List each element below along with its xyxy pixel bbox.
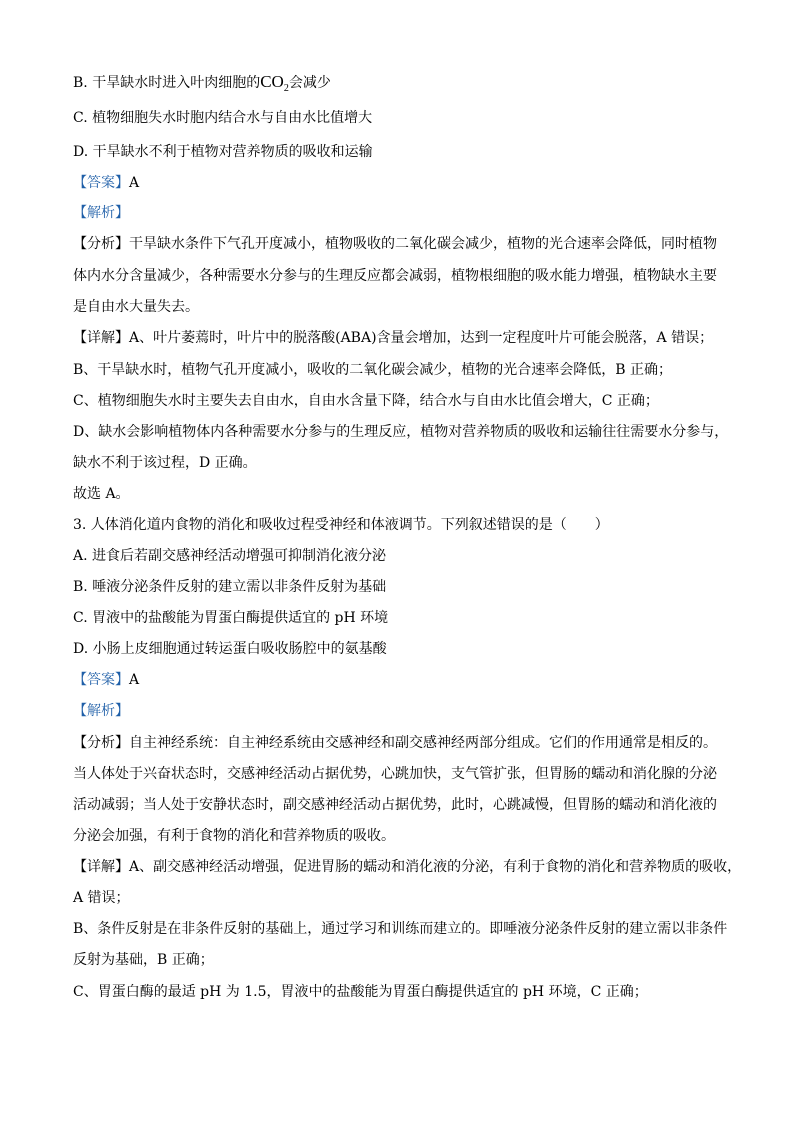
q3-xiangjie-line-4: 反射为基础，B 正确； [73,952,214,968]
q2-option-b-prefix: B. 干旱缺水时进入叶肉细胞的 [73,75,261,91]
q3-fenxi-text-1: 自主神经系统：自主神经系统由交感神经和副交感神经两部分组成。它们的作用通常是相反的。 [129,735,717,751]
q2-option-c: C. 植物细胞失水时胞内结合水与自由水比值增大 [73,110,373,126]
q3-xiangjie-line-3: B、条件反射是在非条件反射的基础上，通过学习和训练而建立的。即唾液分泌条件反射的建立需以非条件 [73,921,728,937]
q2-answer-label: 【答案】 [73,175,129,191]
q2-xiangjie-line-1 [73,328,713,348]
q3-option-c: C. 胃液中的盐酸能为胃蛋白酶提供适宜的 pH 环境 [73,610,389,626]
q3-answer-label: 【答案】 [73,672,129,688]
q3-analysis-label: 【解析】 [73,703,129,719]
q3-fenxi-line-4: 分泌会加强，有利于食物的消化和营养物质的吸收。 [73,828,395,844]
q2-xiangjie-line-2: B、干旱缺水时，植物气孔开度减小，吸收的二氧化碳会减少，植物的光合速率会降低，B 正确； [73,362,673,378]
co2-subscript: 2 [283,83,289,94]
co2-formula [260,72,289,94]
q2-xiangjie-line-5: 缺水不利于该过程，D 正确。 [73,455,257,471]
q2-xiangjie-line-4: D、缺水会影响植物体内各种需要水分参与的生理反应，植物对营养物质的吸收和运输往往需要水分参与， [73,424,729,440]
q3-option-b: B. 唾液分泌条件反射的建立需以非条件反射为基础 [73,579,387,595]
q3-option-d: D. 小肠上皮细胞通过转运蛋白吸收肠腔中的氨基酸 [73,641,387,657]
q2-fenxi-line-2: 体内水分含量减少，各种需要水分参与的生理反应都会减弱，植物根细胞的吸水能力增强，植物缺水主要 [73,268,717,284]
q3-xiangjie-text-1: A、副交感神经活动增强，促进胃肠的蠕动和消化液的分泌，有利于食物的消化和营养物质的吸收， [129,859,742,875]
q3-xiangjie-line-1 [73,857,741,877]
q2-fenxi-label: 【分析】 [73,236,129,252]
q2-fenxi-line-3: 是自由水大量失去。 [73,299,199,315]
q3-xiangjie-line-5: C、胃蛋白酶的最适 pH 为 1.5，胃液中的盐酸能为胃蛋白酶提供适宜的 pH 环境，C 正确； [73,984,648,1000]
q2-xiangjie-label: 【详解】 [73,330,129,346]
q3-fenxi-line-3: 活动减弱；当人处于安静状态时，副交感神经活动占据优势，此时，心跳减慢，但胃肠的蠕动和消化液的 [73,797,717,813]
co2-symbol: CO [260,72,284,91]
q3-xiangjie-line-2: A 错误； [73,890,130,906]
q2-xiangjie-text-1: A、叶片萎蔫时，叶片中的脱落酸(ABA)含量会增加，达到一定程度叶片可能会脱落，A 错误； [129,330,714,346]
q2-option-b [73,72,331,99]
q3-fenxi-line-2: 当人体处于兴奋状态时，交感神经活动占据优势，心跳加快，支气管扩张，但胃肠的蠕动和消化腺的分泌 [73,766,717,782]
q2-xiangjie-line-3: C、植物细胞失水时主要失去自由水，自由水含量下降，结合水与自由水比值会增大，C 正确； [73,393,659,409]
q2-conclusion: 故选 A。 [73,486,130,502]
q2-answer-value: A [129,175,140,191]
q2-fenxi-line-1 [73,234,717,254]
q3-xiangjie-label: 【详解】 [73,859,129,875]
q2-fenxi-text-1: 干旱缺水条件下气孔开度减小，植物吸收的二氧化碳会减少，植物的光合速率会降低，同时植物 [129,236,717,252]
q2-option-b-suffix: 会减少 [288,75,331,91]
q3-option-a: A. 进食后若副交感神经活动增强可抑制消化液分泌 [73,548,387,564]
q3-answer [73,670,139,690]
q3-answer-value: A [129,672,140,688]
q3-fenxi-line-1 [73,733,717,753]
q3-fenxi-label: 【分析】 [73,735,129,751]
q2-analysis-label: 【解析】 [73,205,129,221]
q2-answer [73,173,139,193]
q2-option-d: D. 干旱缺水不利于植物对营养物质的吸收和运输 [73,144,373,160]
q3-stem: 3. 人体消化道内食物的消化和吸收过程受神经和体液调节。下列叙述错误的是（ ） [73,517,609,533]
